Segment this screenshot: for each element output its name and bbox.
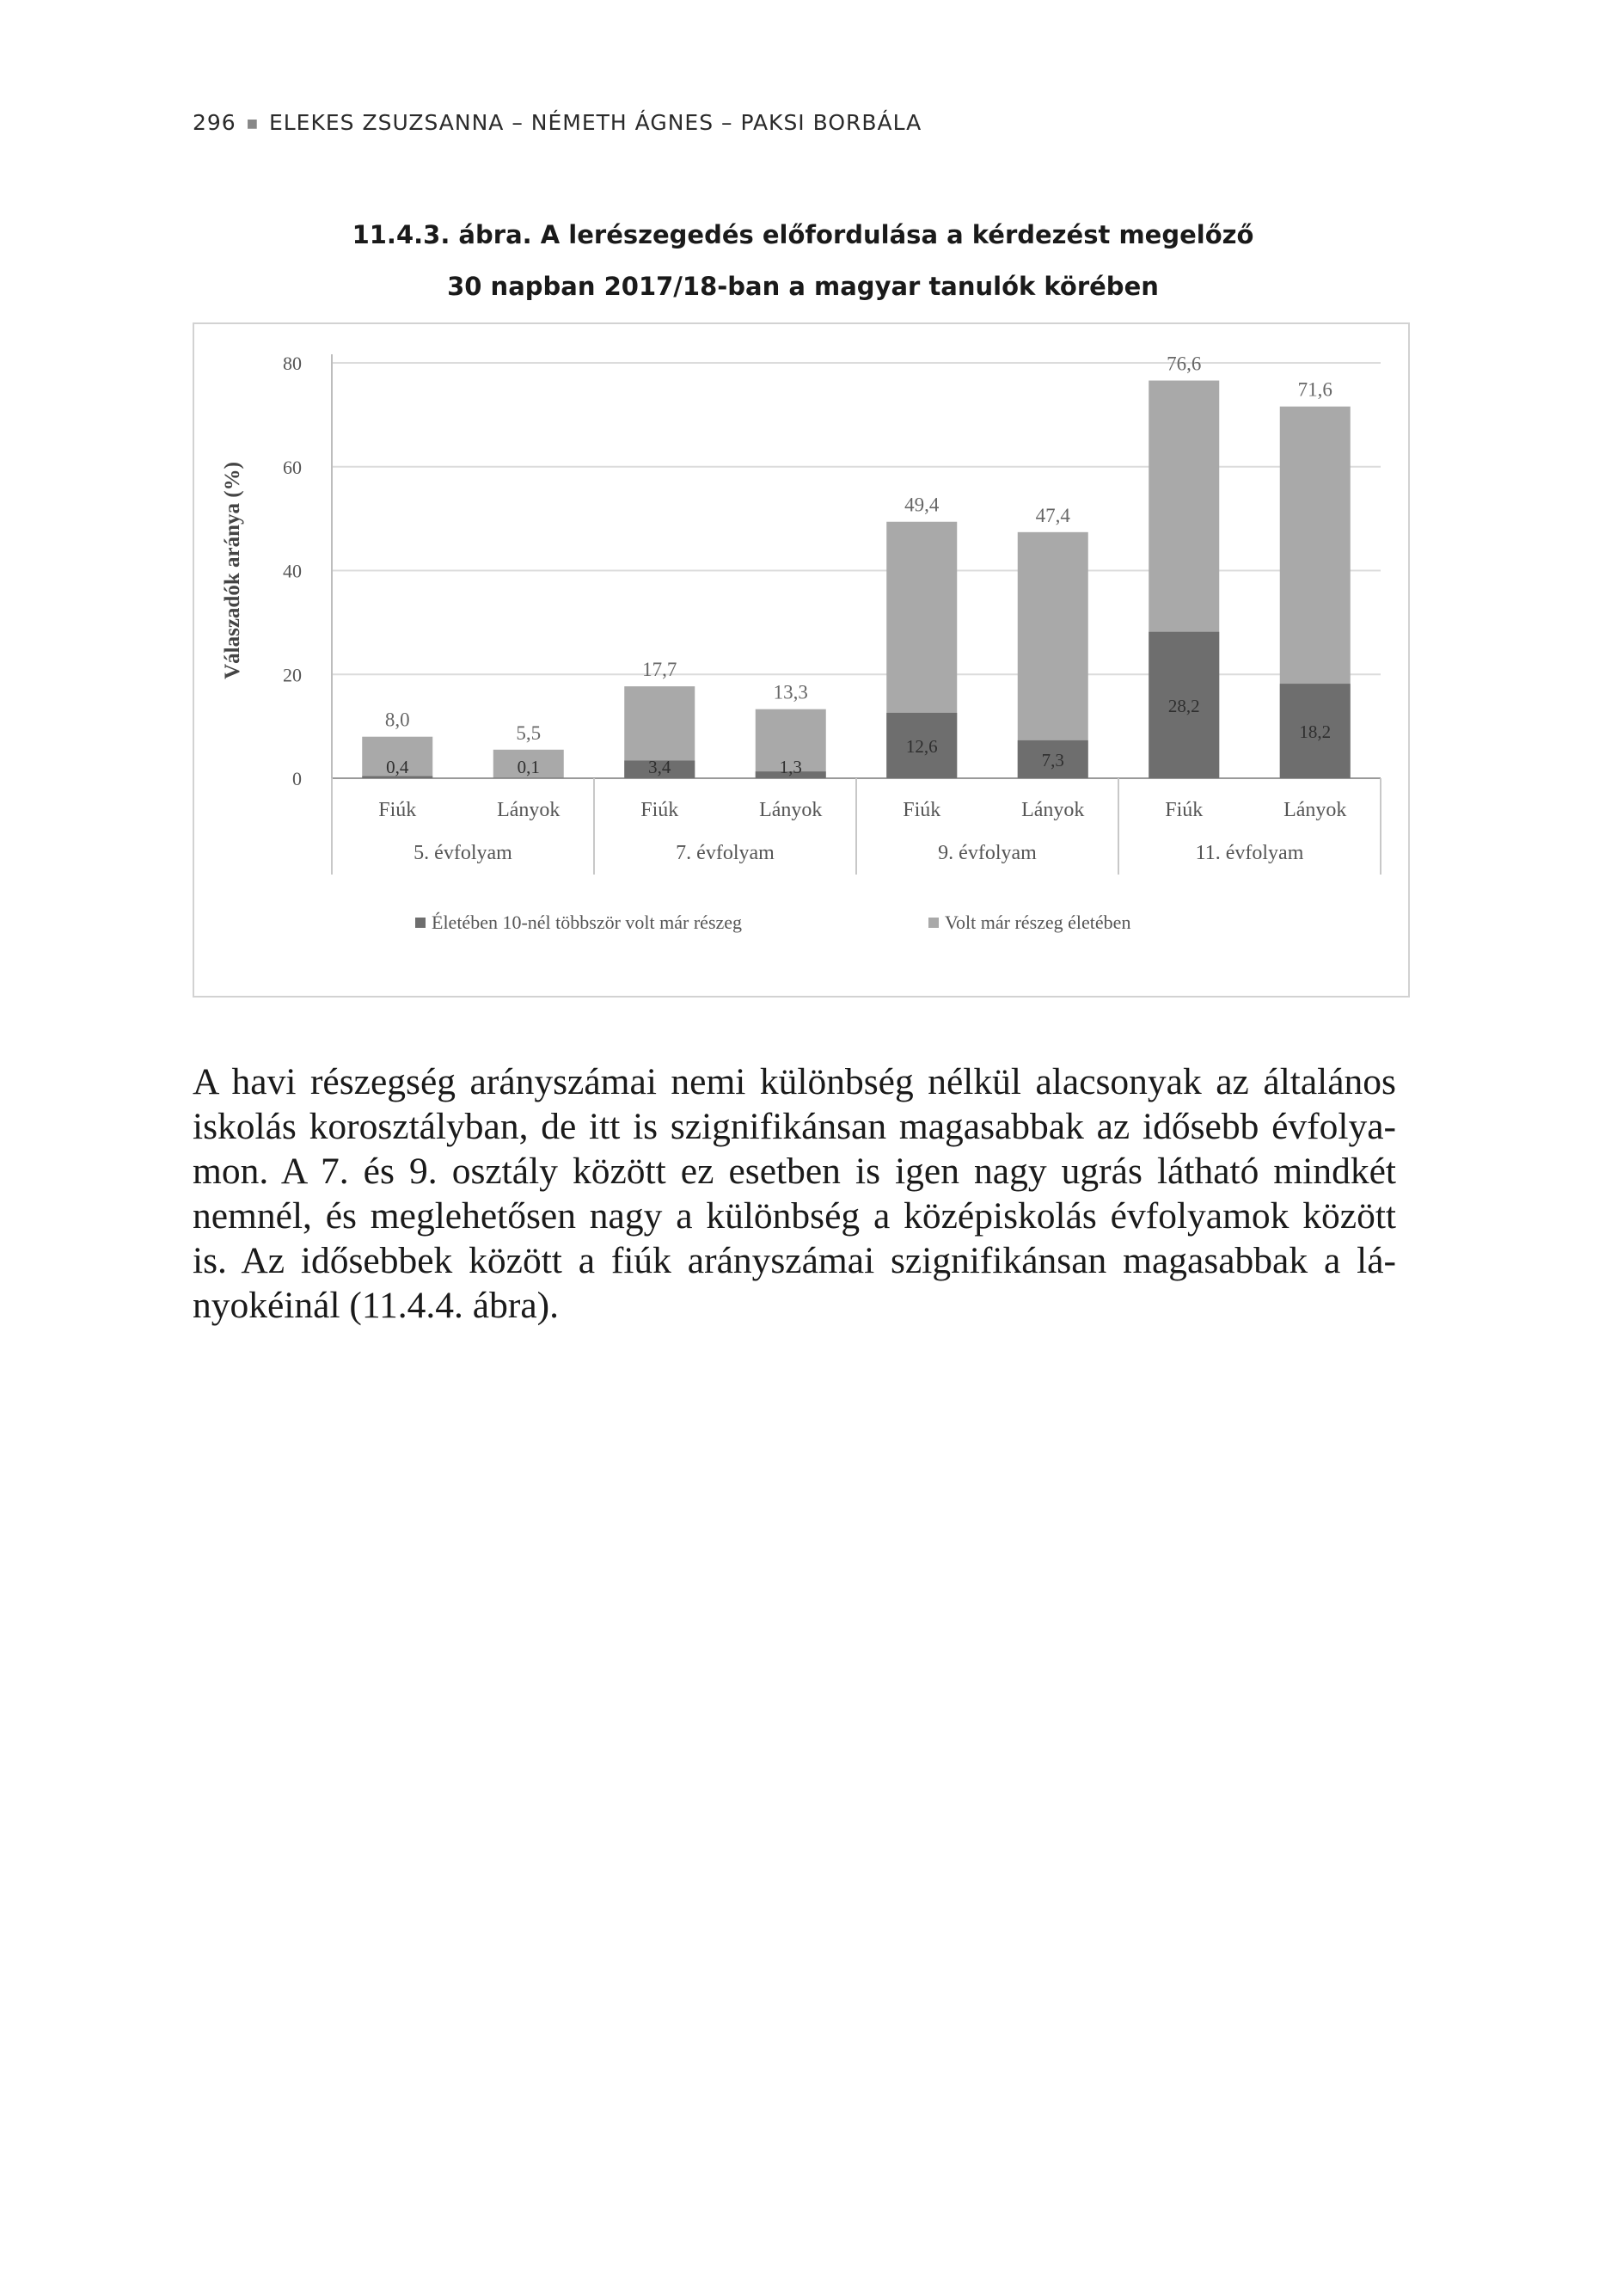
data-label-drunk-10plus: 0,4 bbox=[386, 757, 409, 777]
running-head-authors: ELEKES ZSUZSANNA – NÉMETH ÁGNES – PAKSI BORBÁLA bbox=[268, 110, 922, 135]
data-label-ever-drunk: 13,3 bbox=[773, 681, 808, 703]
running-head bbox=[193, 110, 922, 135]
page-number: 296 bbox=[193, 110, 236, 135]
data-label-drunk-10plus: 7,3 bbox=[1041, 749, 1064, 770]
legend-label-drunk-10plus: Életében 10-nél többször volt már részeg bbox=[432, 912, 743, 933]
data-label-drunk-10plus: 1,3 bbox=[779, 757, 802, 777]
y-tick-label: 80 bbox=[283, 353, 302, 374]
data-label-ever-drunk: 76,6 bbox=[1167, 353, 1202, 375]
legend-swatch-drunk-10plus bbox=[415, 918, 426, 928]
x-group-label: 9. évfolyam bbox=[938, 842, 1037, 864]
data-label-ever-drunk: 8,0 bbox=[384, 709, 410, 731]
x-tick-label: Lányok bbox=[497, 799, 561, 821]
body-paragraph bbox=[193, 1059, 1396, 1328]
legend-swatch-ever-drunk bbox=[928, 918, 939, 928]
data-label-ever-drunk: 71,6 bbox=[1297, 378, 1332, 401]
figure-caption-line-2: 30 napban 2017/18-ban a magyar tanulók körében bbox=[447, 272, 1159, 301]
x-group-label: 5. évfolyam bbox=[414, 842, 512, 864]
data-label-drunk-10plus: 12,6 bbox=[905, 735, 938, 757]
data-label-drunk-10plus: 18,2 bbox=[1299, 721, 1332, 743]
figure-caption-line-1: 11.4.3. ábra. A lerészegedés előfordulása a kérdezést megelőző bbox=[352, 220, 1254, 249]
y-tick-label: 20 bbox=[283, 664, 302, 686]
x-group-label: 7. évfolyam bbox=[676, 842, 775, 864]
x-tick-label: Lányok bbox=[759, 799, 823, 821]
x-tick-label: Fiúk bbox=[1165, 799, 1204, 821]
separator-square-icon: ■ bbox=[246, 117, 259, 131]
body-line: is. Az idősebbek között a fiúk arányszámai szignifikánsan magasabbak a lá- bbox=[193, 1240, 1396, 1281]
body-line: nyokéinál (11.4.4. ábra). bbox=[193, 1285, 559, 1326]
legend-label-ever-drunk: Volt már részeg életében bbox=[945, 912, 1131, 933]
data-label-ever-drunk: 17,7 bbox=[642, 659, 677, 681]
x-tick-label: Fiúk bbox=[378, 799, 417, 821]
x-tick-label: Lányok bbox=[1021, 799, 1085, 821]
body-line: mon. A 7. és 9. osztály között ez esetben is igen nagy ugrás látható mindkét bbox=[193, 1151, 1396, 1192]
x-group-label: 11. évfolyam bbox=[1195, 842, 1304, 864]
body-line: A havi részegség arányszámai nemi különbség nélkül alacsonyak az általános bbox=[193, 1061, 1396, 1102]
x-tick-label: Lányok bbox=[1283, 799, 1347, 821]
body-line: nemnél, és meglehetősen nagy a különbség a középiskolás évfolyamok között bbox=[193, 1195, 1396, 1237]
y-tick-label: 40 bbox=[283, 560, 302, 582]
data-label-drunk-10plus: 28,2 bbox=[1167, 695, 1200, 716]
x-tick-label: Fiúk bbox=[903, 799, 941, 821]
y-tick-label: 0 bbox=[292, 768, 302, 789]
bar-chart bbox=[194, 324, 1408, 996]
y-tick-label: 60 bbox=[283, 456, 302, 478]
chart-frame bbox=[193, 322, 1410, 998]
x-tick-label: Fiúk bbox=[640, 799, 679, 821]
y-axis-title: Válaszadók aránya (%) bbox=[221, 462, 244, 679]
data-label-ever-drunk: 49,4 bbox=[904, 494, 940, 516]
body-line: iskolás korosztályban, de itt is szignifikánsan magasabbak az idősebb évfolya- bbox=[193, 1106, 1396, 1147]
data-label-drunk-10plus: 3,4 bbox=[648, 757, 671, 777]
data-label-ever-drunk: 47,4 bbox=[1035, 504, 1070, 526]
bar-drunk-10plus bbox=[493, 777, 564, 778]
data-label-drunk-10plus: 0,1 bbox=[517, 757, 540, 777]
data-label-ever-drunk: 5,5 bbox=[516, 721, 542, 744]
